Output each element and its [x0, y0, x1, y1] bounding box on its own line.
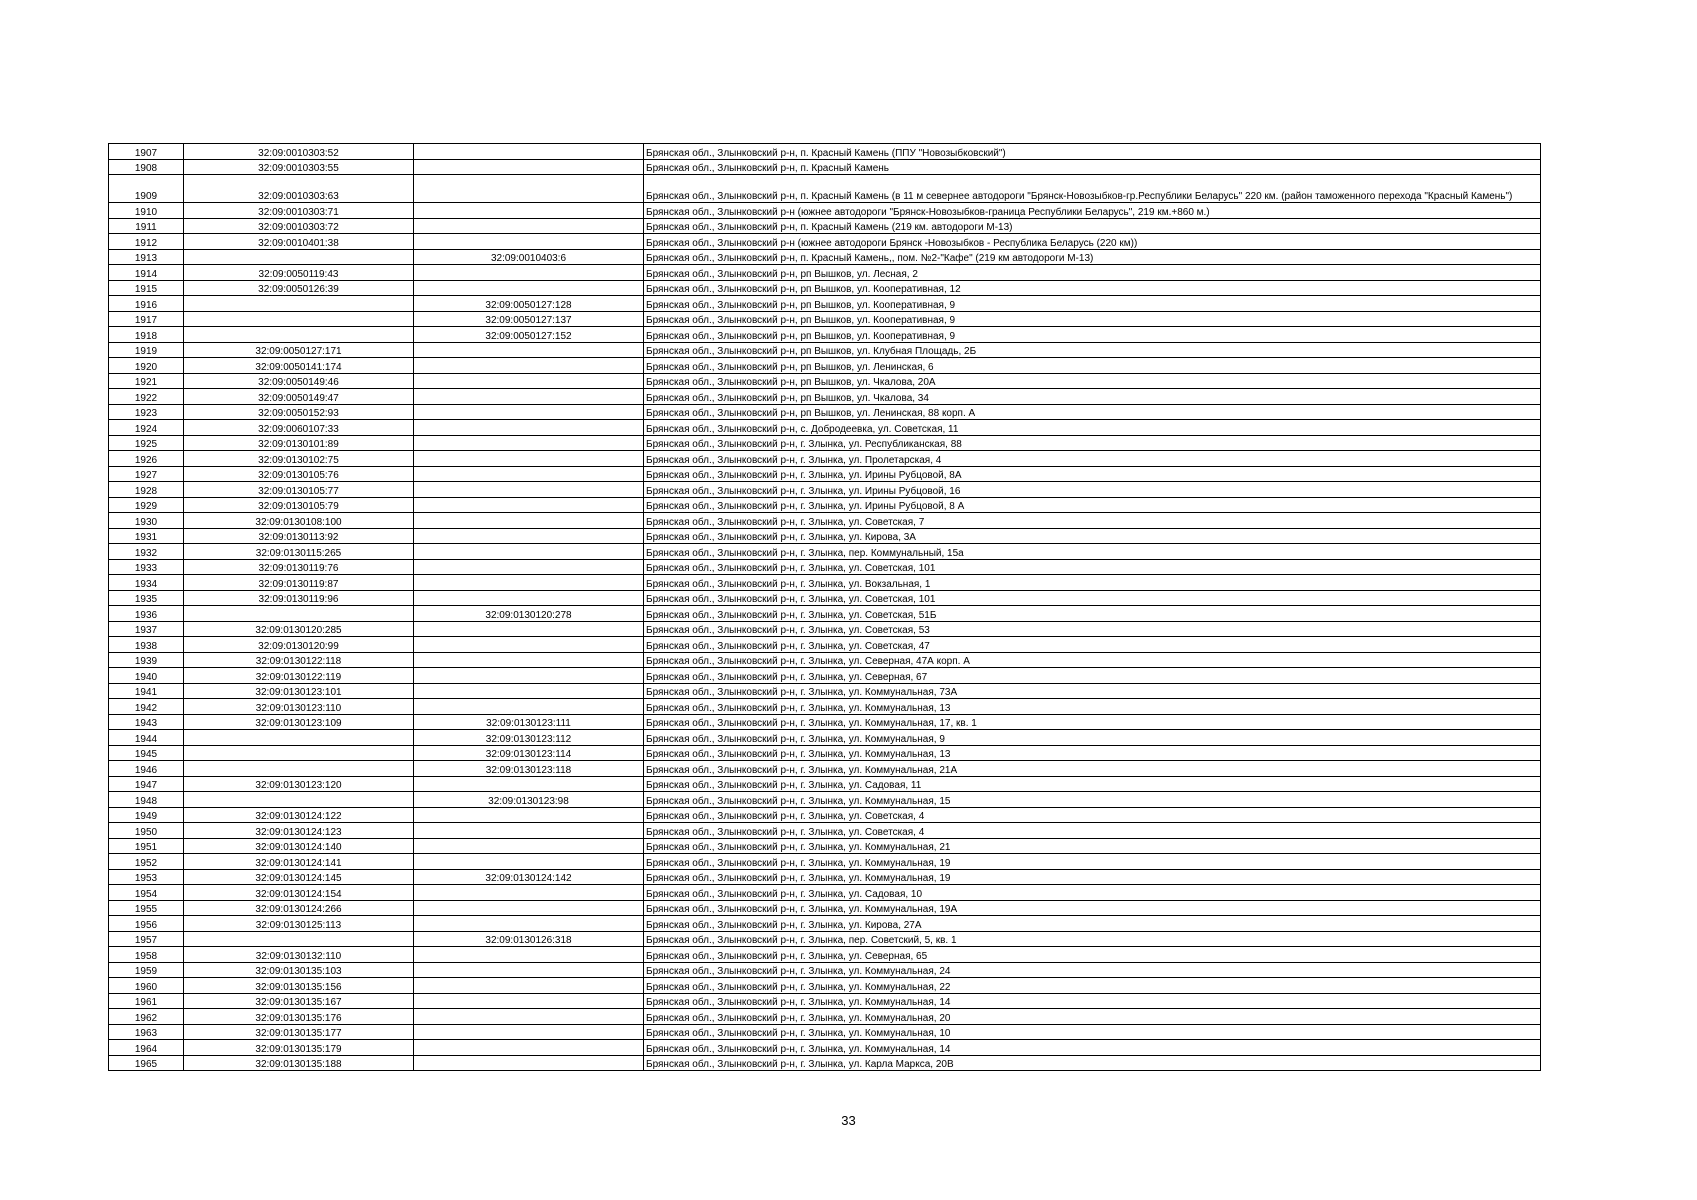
- table-row: [109, 606, 1541, 622]
- cadastral-number-cell: 32:09:0130124:140: [184, 838, 414, 854]
- related-cadastral-number-cell: [414, 962, 644, 978]
- related-cadastral-number-cell: [414, 265, 644, 281]
- row-number-cell: 1957: [109, 931, 184, 947]
- address-cell: Брянская обл., Злынковский р-н, г. Злынка, ул. Карла Маркса, 20В: [644, 1055, 1541, 1071]
- table-row: [109, 159, 1541, 175]
- cadastral-number-cell: [184, 311, 414, 327]
- address-cell: Брянская обл., Злынковский р-н, г. Злынка, ул. Коммунальная, 21А: [644, 761, 1541, 777]
- cadastral-number-cell: 32:09:0130124:266: [184, 900, 414, 916]
- related-cadastral-number-cell: [414, 699, 644, 715]
- row-number-cell: 1963: [109, 1024, 184, 1040]
- cadastral-number-cell: 32:09:0130135:188: [184, 1055, 414, 1071]
- address-cell: Брянская обл., Злынковский р-н, г. Злынка, пер. Советский, 5, кв. 1: [644, 931, 1541, 947]
- table-row: [109, 978, 1541, 994]
- related-cadastral-number-cell: [414, 668, 644, 684]
- row-number-cell: 1955: [109, 900, 184, 916]
- table-row: [109, 528, 1541, 544]
- table-row: [109, 993, 1541, 1009]
- cadastral-number-cell: 32:09:0130119:87: [184, 575, 414, 591]
- cadastral-number-cell: [184, 792, 414, 808]
- address-cell: Брянская обл., Злынковский р-н, г. Злынка, ул. Коммунальная, 13: [644, 745, 1541, 761]
- row-number-cell: 1932: [109, 544, 184, 560]
- address-cell: Брянская обл., Злынковский р-н, г. Злынка, ул. Советская, 4: [644, 807, 1541, 823]
- related-cadastral-number-cell: [414, 175, 644, 203]
- address-cell: Брянская обл., Злынковский р-н, г. Злынка, ул. Вокзальная, 1: [644, 575, 1541, 591]
- table-row: [109, 900, 1541, 916]
- related-cadastral-number-cell: [414, 575, 644, 591]
- row-number-cell: 1938: [109, 637, 184, 653]
- address-cell: Брянская обл., Злынковский р-н, г. Злынка, ул. Коммунальная, 20: [644, 1009, 1541, 1025]
- related-cadastral-number-cell: 32:09:0130124:142: [414, 869, 644, 885]
- related-cadastral-number-cell: [414, 144, 644, 160]
- row-number-cell: 1945: [109, 745, 184, 761]
- address-cell: Брянская обл., Злынковский р-н, г. Злынка, ул. Советская, 7: [644, 513, 1541, 529]
- address-cell: Брянская обл., Злынковский р-н, рп Вышков, ул. Клубная Площадь, 2Б: [644, 342, 1541, 358]
- table-row: [109, 203, 1541, 219]
- related-cadastral-number-cell: [414, 916, 644, 932]
- related-cadastral-number-cell: [414, 838, 644, 854]
- table-row: [109, 265, 1541, 281]
- table-row: [109, 280, 1541, 296]
- address-cell: Брянская обл., Злынковский р-н, г. Злынка, ул. Коммунальная, 19: [644, 869, 1541, 885]
- table-row: [109, 296, 1541, 312]
- address-cell: Брянская обл., Злынковский р-н, с. Добродеевка, ул. Советская, 11: [644, 420, 1541, 436]
- row-number-cell: 1927: [109, 466, 184, 482]
- table-row: [109, 792, 1541, 808]
- address-cell: Брянская обл., Злынковский р-н, г. Злынка, ул. Северная, 47А корп. А: [644, 652, 1541, 668]
- address-cell: Брянская обл., Злынковский р-н, г. Злынка, ул. Республиканская, 88: [644, 435, 1541, 451]
- related-cadastral-number-cell: [414, 342, 644, 358]
- related-cadastral-number-cell: [414, 823, 644, 839]
- table-row: [109, 1040, 1541, 1056]
- row-number-cell: 1951: [109, 838, 184, 854]
- address-cell: Брянская обл., Злынковский р-н, г. Злынка, ул. Советская, 47: [644, 637, 1541, 653]
- table-row: [109, 311, 1541, 327]
- table-row: [109, 699, 1541, 715]
- related-cadastral-number-cell: [414, 993, 644, 1009]
- cadastral-number-cell: 32:09:0050152:93: [184, 404, 414, 420]
- address-cell: Брянская обл., Злынковский р-н, г. Злынка, ул. Коммунальная, 17, кв. 1: [644, 714, 1541, 730]
- table-row: [109, 435, 1541, 451]
- cadastral-number-cell: 32:09:0130135:176: [184, 1009, 414, 1025]
- related-cadastral-number-cell: [414, 373, 644, 389]
- table-row: [109, 807, 1541, 823]
- related-cadastral-number-cell: [414, 513, 644, 529]
- related-cadastral-number-cell: 32:09:0130123:111: [414, 714, 644, 730]
- related-cadastral-number-cell: [414, 590, 644, 606]
- cadastral-number-cell: 32:09:0050149:46: [184, 373, 414, 389]
- table-row: [109, 885, 1541, 901]
- row-number-cell: 1910: [109, 203, 184, 219]
- table-row: [109, 668, 1541, 684]
- related-cadastral-number-cell: [414, 218, 644, 234]
- related-cadastral-number-cell: [414, 1040, 644, 1056]
- table-body: [109, 144, 1541, 1071]
- table-row: [109, 175, 1541, 203]
- row-number-cell: 1954: [109, 885, 184, 901]
- address-cell: Брянская обл., Злынковский р-н, г. Злынка, ул. Пролетарская, 4: [644, 451, 1541, 467]
- cadastral-number-cell: 32:09:0130135:156: [184, 978, 414, 994]
- table-row: [109, 513, 1541, 529]
- row-number-cell: 1909: [109, 175, 184, 203]
- row-number-cell: 1916: [109, 296, 184, 312]
- table-row: [109, 962, 1541, 978]
- address-cell: Брянская обл., Злынковский р-н, п. Красный Камень (ППУ "Новозыбковский"): [644, 144, 1541, 160]
- related-cadastral-number-cell: [414, 885, 644, 901]
- table-row: [109, 234, 1541, 250]
- related-cadastral-number-cell: 32:09:0010403:6: [414, 249, 644, 265]
- row-number-cell: 1944: [109, 730, 184, 746]
- row-number-cell: 1928: [109, 482, 184, 498]
- related-cadastral-number-cell: [414, 1009, 644, 1025]
- table-row: [109, 947, 1541, 963]
- cadastral-number-cell: [184, 606, 414, 622]
- related-cadastral-number-cell: [414, 947, 644, 963]
- related-cadastral-number-cell: [414, 978, 644, 994]
- row-number-cell: 1922: [109, 389, 184, 405]
- table-row: [109, 420, 1541, 436]
- table-row: [109, 714, 1541, 730]
- address-cell: Брянская обл., Злынковский р-н, рп Вышков, ул. Чкалова, 34: [644, 389, 1541, 405]
- row-number-cell: 1919: [109, 342, 184, 358]
- related-cadastral-number-cell: [414, 1024, 644, 1040]
- related-cadastral-number-cell: 32:09:0130123:98: [414, 792, 644, 808]
- address-cell: Брянская обл., Злынковский р-н, п. Красный Камень: [644, 159, 1541, 175]
- row-number-cell: 1949: [109, 807, 184, 823]
- related-cadastral-number-cell: [414, 466, 644, 482]
- related-cadastral-number-cell: [414, 637, 644, 653]
- property-table: [108, 143, 1541, 1071]
- related-cadastral-number-cell: [414, 203, 644, 219]
- table-row: [109, 249, 1541, 265]
- related-cadastral-number-cell: 32:09:0050127:152: [414, 327, 644, 343]
- related-cadastral-number-cell: [414, 559, 644, 575]
- related-cadastral-number-cell: 32:09:0130123:112: [414, 730, 644, 746]
- cadastral-number-cell: 32:09:0130124:122: [184, 807, 414, 823]
- row-number-cell: 1965: [109, 1055, 184, 1071]
- table-row: [109, 683, 1541, 699]
- table-row: [109, 916, 1541, 932]
- cadastral-number-cell: 32:09:0130124:145: [184, 869, 414, 885]
- cadastral-number-cell: 32:09:0130125:113: [184, 916, 414, 932]
- cadastral-number-cell: 32:09:0010303:71: [184, 203, 414, 219]
- related-cadastral-number-cell: [414, 683, 644, 699]
- table-row: [109, 621, 1541, 637]
- row-number-cell: 1950: [109, 823, 184, 839]
- address-cell: Брянская обл., Злынковский р-н, г. Злынка, ул. Коммунальная, 13: [644, 699, 1541, 715]
- address-cell: Брянская обл., Злынковский р-н, п. Красный Камень,, пом. №2-"Кафе" (219 км автодороги М-13): [644, 249, 1541, 265]
- table-row: [109, 1055, 1541, 1071]
- table-row: [109, 497, 1541, 513]
- row-number-cell: 1924: [109, 420, 184, 436]
- related-cadastral-number-cell: 32:09:0050127:137: [414, 311, 644, 327]
- cadastral-number-cell: 32:09:0130123:101: [184, 683, 414, 699]
- related-cadastral-number-cell: [414, 544, 644, 560]
- related-cadastral-number-cell: [414, 528, 644, 544]
- row-number-cell: 1946: [109, 761, 184, 777]
- cadastral-number-cell: 32:09:0010303:52: [184, 144, 414, 160]
- address-cell: Брянская обл., Злынковский р-н (южнее автодороги "Брянск-Новозыбков-граница Республики Беларусь", 219 км.+860 м.): [644, 203, 1541, 219]
- address-cell: Брянская обл., Злынковский р-н, г. Злынка, ул. Коммунальная, 14: [644, 1040, 1541, 1056]
- related-cadastral-number-cell: [414, 497, 644, 513]
- address-cell: Брянская обл., Злынковский р-н, г. Злынка, ул. Ирины Рубцовой, 8А: [644, 466, 1541, 482]
- table-row: [109, 838, 1541, 854]
- cadastral-number-cell: 32:09:0130120:99: [184, 637, 414, 653]
- related-cadastral-number-cell: [414, 807, 644, 823]
- cadastral-number-cell: 32:09:0010303:63: [184, 175, 414, 203]
- related-cadastral-number-cell: [414, 776, 644, 792]
- row-number-cell: 1947: [109, 776, 184, 792]
- cadastral-number-cell: 32:09:0130123:109: [184, 714, 414, 730]
- cadastral-number-cell: 32:09:0130124:141: [184, 854, 414, 870]
- table-row: [109, 342, 1541, 358]
- cadastral-number-cell: [184, 296, 414, 312]
- address-cell: Брянская обл., Злынковский р-н (южнее автодороги Брянск -Новозыбков - Республика Беларусь (220 км)): [644, 234, 1541, 250]
- address-cell: Брянская обл., Злынковский р-н, рп Вышков, ул. Кооперативная, 12: [644, 280, 1541, 296]
- address-cell: Брянская обл., Злынковский р-н, г. Злынка, ул. Коммунальная, 9: [644, 730, 1541, 746]
- related-cadastral-number-cell: 32:09:0130126:318: [414, 931, 644, 947]
- row-number-cell: 1929: [109, 497, 184, 513]
- row-number-cell: 1953: [109, 869, 184, 885]
- cadastral-number-cell: [184, 249, 414, 265]
- table-row: [109, 745, 1541, 761]
- table-row: [109, 1024, 1541, 1040]
- address-cell: Брянская обл., Злынковский р-н, рп Вышков, ул. Кооперативная, 9: [644, 296, 1541, 312]
- related-cadastral-number-cell: [414, 1055, 644, 1071]
- related-cadastral-number-cell: [414, 482, 644, 498]
- related-cadastral-number-cell: [414, 280, 644, 296]
- cadastral-number-cell: 32:09:0130135:103: [184, 962, 414, 978]
- address-cell: Брянская обл., Злынковский р-н, г. Злынка, ул. Советская, 53: [644, 621, 1541, 637]
- address-cell: Брянская обл., Злынковский р-н, г. Злынка, ул. Кирова, 3А: [644, 528, 1541, 544]
- table-row: [109, 451, 1541, 467]
- table-row: [109, 637, 1541, 653]
- row-number-cell: 1915: [109, 280, 184, 296]
- row-number-cell: 1959: [109, 962, 184, 978]
- address-cell: Брянская обл., Злынковский р-н, г. Злынка, ул. Коммунальная, 15: [644, 792, 1541, 808]
- address-cell: Брянская обл., Злынковский р-н, г. Злынка, ул. Советская, 101: [644, 590, 1541, 606]
- cadastral-number-cell: 32:09:0130135:167: [184, 993, 414, 1009]
- row-number-cell: 1917: [109, 311, 184, 327]
- cadastral-number-cell: 32:09:0130119:76: [184, 559, 414, 575]
- cadastral-number-cell: 32:09:0130105:76: [184, 466, 414, 482]
- page-number: 33: [841, 1113, 856, 1128]
- table-row: [109, 358, 1541, 374]
- table-row: [109, 144, 1541, 160]
- row-number-cell: 1907: [109, 144, 184, 160]
- address-cell: Брянская обл., Злынковский р-н, п. Красный Камень (219 км. автодороги М-13): [644, 218, 1541, 234]
- cadastral-number-cell: 32:09:0130120:285: [184, 621, 414, 637]
- related-cadastral-number-cell: [414, 435, 644, 451]
- cadastral-number-cell: [184, 761, 414, 777]
- cadastral-number-cell: 32:09:0010303:72: [184, 218, 414, 234]
- cadastral-number-cell: 32:09:0130108:100: [184, 513, 414, 529]
- address-cell: Брянская обл., Злынковский р-н, рп Вышков, ул. Кооперативная, 9: [644, 327, 1541, 343]
- row-number-cell: 1911: [109, 218, 184, 234]
- row-number-cell: 1939: [109, 652, 184, 668]
- row-number-cell: 1962: [109, 1009, 184, 1025]
- table-row: [109, 776, 1541, 792]
- row-number-cell: 1942: [109, 699, 184, 715]
- cadastral-number-cell: 32:09:0130123:110: [184, 699, 414, 715]
- cadastral-number-cell: 32:09:0130115:265: [184, 544, 414, 560]
- address-cell: Брянская обл., Злынковский р-н, г. Злынка, ул. Садовая, 10: [644, 885, 1541, 901]
- address-cell: Брянская обл., Злынковский р-н, г. Злынка, ул. Северная, 65: [644, 947, 1541, 963]
- cadastral-number-cell: 32:09:0130124:154: [184, 885, 414, 901]
- address-cell: Брянская обл., Злынковский р-н, г. Злынка, ул. Коммунальная, 19: [644, 854, 1541, 870]
- related-cadastral-number-cell: 32:09:0130123:118: [414, 761, 644, 777]
- table-row: [109, 652, 1541, 668]
- cadastral-number-cell: 32:09:0130122:118: [184, 652, 414, 668]
- cadastral-number-cell: [184, 931, 414, 947]
- table-row: [109, 869, 1541, 885]
- table-row: [109, 373, 1541, 389]
- related-cadastral-number-cell: [414, 451, 644, 467]
- table-row: [109, 1009, 1541, 1025]
- table-row: [109, 389, 1541, 405]
- row-number-cell: 1920: [109, 358, 184, 374]
- cadastral-number-cell: 32:09:0130135:179: [184, 1040, 414, 1056]
- address-cell: Брянская обл., Злынковский р-н, рп Вышков, ул. Кооперативная, 9: [644, 311, 1541, 327]
- cadastral-number-cell: 32:09:0060107:33: [184, 420, 414, 436]
- related-cadastral-number-cell: [414, 389, 644, 405]
- address-cell: Брянская обл., Злынковский р-н, г. Злынка, ул. Северная, 67: [644, 668, 1541, 684]
- cadastral-number-cell: 32:09:0130122:119: [184, 668, 414, 684]
- related-cadastral-number-cell: [414, 652, 644, 668]
- address-cell: Брянская обл., Злынковский р-н, г. Злынка, ул. Коммунальная, 73А: [644, 683, 1541, 699]
- address-cell: Брянская обл., Злынковский р-н, г. Злынка, ул. Советская, 101: [644, 559, 1541, 575]
- address-cell: Брянская обл., Злынковский р-н, г. Злынка, ул. Коммунальная, 24: [644, 962, 1541, 978]
- cadastral-number-cell: [184, 730, 414, 746]
- row-number-cell: 1943: [109, 714, 184, 730]
- related-cadastral-number-cell: [414, 159, 644, 175]
- address-cell: Брянская обл., Злынковский р-н, г. Злынка, ул. Коммунальная, 14: [644, 993, 1541, 1009]
- cadastral-number-cell: 32:09:0130113:92: [184, 528, 414, 544]
- row-number-cell: 1931: [109, 528, 184, 544]
- cadastral-number-cell: 32:09:0130102:75: [184, 451, 414, 467]
- row-number-cell: 1935: [109, 590, 184, 606]
- table-row: [109, 590, 1541, 606]
- cadastral-number-cell: 32:09:0050126:39: [184, 280, 414, 296]
- related-cadastral-number-cell: [414, 404, 644, 420]
- row-number-cell: 1930: [109, 513, 184, 529]
- table-row: [109, 327, 1541, 343]
- address-cell: Брянская обл., Злынковский р-н, рп Вышков, ул. Чкалова, 20А: [644, 373, 1541, 389]
- address-cell: Брянская обл., Злынковский р-н, п. Красный Камень (в 11 м севернее автодороги "Брянск-Новозыбков-гр.Республики Беларусь" 220 км. (район таможенного перехода "Красный Камень"): [644, 175, 1541, 203]
- row-number-cell: 1914: [109, 265, 184, 281]
- cadastral-number-cell: 32:09:0010401:38: [184, 234, 414, 250]
- related-cadastral-number-cell: [414, 900, 644, 916]
- row-number-cell: 1952: [109, 854, 184, 870]
- row-number-cell: 1912: [109, 234, 184, 250]
- related-cadastral-number-cell: [414, 420, 644, 436]
- address-cell: Брянская обл., Злынковский р-н, г. Злынка, ул. Коммунальная, 10: [644, 1024, 1541, 1040]
- row-number-cell: 1913: [109, 249, 184, 265]
- row-number-cell: 1933: [109, 559, 184, 575]
- row-number-cell: 1923: [109, 404, 184, 420]
- row-number-cell: 1958: [109, 947, 184, 963]
- table-row: [109, 482, 1541, 498]
- cadastral-number-cell: 32:09:0130132:110: [184, 947, 414, 963]
- cadastral-number-cell: 32:09:0130119:96: [184, 590, 414, 606]
- cadastral-number-cell: 32:09:0130135:177: [184, 1024, 414, 1040]
- table-row: [109, 854, 1541, 870]
- address-cell: Брянская обл., Злынковский р-н, г. Злынка, ул. Ирины Рубцовой, 16: [644, 482, 1541, 498]
- table-row: [109, 575, 1541, 591]
- row-number-cell: 1926: [109, 451, 184, 467]
- cadastral-number-cell: 32:09:0130105:79: [184, 497, 414, 513]
- address-cell: Брянская обл., Злынковский р-н, рп Вышков, ул. Лесная, 2: [644, 265, 1541, 281]
- table-row: [109, 931, 1541, 947]
- cadastral-number-cell: [184, 745, 414, 761]
- address-cell: Брянская обл., Злынковский р-н, г. Злынка, ул. Коммунальная, 19А: [644, 900, 1541, 916]
- row-number-cell: 1925: [109, 435, 184, 451]
- row-number-cell: 1934: [109, 575, 184, 591]
- cadastral-number-cell: 32:09:0050127:171: [184, 342, 414, 358]
- cadastral-number-cell: 32:09:0050141:174: [184, 358, 414, 374]
- table-row: [109, 466, 1541, 482]
- row-number-cell: 1941: [109, 683, 184, 699]
- row-number-cell: 1960: [109, 978, 184, 994]
- address-cell: Брянская обл., Злынковский р-н, рп Вышков, ул. Ленинская, 6: [644, 358, 1541, 374]
- related-cadastral-number-cell: 32:09:0130123:114: [414, 745, 644, 761]
- address-cell: Брянская обл., Злынковский р-н, г. Злынка, ул. Коммунальная, 22: [644, 978, 1541, 994]
- table-row: [109, 730, 1541, 746]
- row-number-cell: 1921: [109, 373, 184, 389]
- related-cadastral-number-cell: [414, 358, 644, 374]
- address-cell: Брянская обл., Злынковский р-н, г. Злынка, ул. Ирины Рубцовой, 8 А: [644, 497, 1541, 513]
- related-cadastral-number-cell: [414, 621, 644, 637]
- table-row: [109, 218, 1541, 234]
- row-number-cell: 1956: [109, 916, 184, 932]
- related-cadastral-number-cell: [414, 854, 644, 870]
- address-cell: Брянская обл., Злынковский р-н, г. Злынка, ул. Кирова, 27А: [644, 916, 1541, 932]
- table-row: [109, 761, 1541, 777]
- related-cadastral-number-cell: 32:09:0130120:278: [414, 606, 644, 622]
- row-number-cell: 1918: [109, 327, 184, 343]
- related-cadastral-number-cell: [414, 234, 644, 250]
- related-cadastral-number-cell: 32:09:0050127:128: [414, 296, 644, 312]
- cadastral-number-cell: 32:09:0130105:77: [184, 482, 414, 498]
- table-row: [109, 559, 1541, 575]
- row-number-cell: 1948: [109, 792, 184, 808]
- row-number-cell: 1908: [109, 159, 184, 175]
- address-cell: Брянская обл., Злынковский р-н, г. Злынка, ул. Садовая, 11: [644, 776, 1541, 792]
- row-number-cell: 1964: [109, 1040, 184, 1056]
- address-cell: Брянская обл., Злынковский р-н, г. Злынка, ул. Советская, 51Б: [644, 606, 1541, 622]
- cadastral-number-cell: 32:09:0130123:120: [184, 776, 414, 792]
- table-row: [109, 544, 1541, 560]
- table-row: [109, 404, 1541, 420]
- cadastral-number-cell: [184, 327, 414, 343]
- cadastral-number-cell: 32:09:0010303:55: [184, 159, 414, 175]
- address-cell: Брянская обл., Злынковский р-н, г. Злынка, ул. Коммунальная, 21: [644, 838, 1541, 854]
- cadastral-number-cell: 32:09:0050149:47: [184, 389, 414, 405]
- cadastral-number-cell: 32:09:0130101:89: [184, 435, 414, 451]
- table-row: [109, 823, 1541, 839]
- row-number-cell: 1937: [109, 621, 184, 637]
- row-number-cell: 1940: [109, 668, 184, 684]
- address-cell: Брянская обл., Злынковский р-н, рп Вышков, ул. Ленинская, 88 корп. А: [644, 404, 1541, 420]
- row-number-cell: 1961: [109, 993, 184, 1009]
- row-number-cell: 1936: [109, 606, 184, 622]
- address-cell: Брянская обл., Злынковский р-н, г. Злынка, ул. Советская, 4: [644, 823, 1541, 839]
- address-cell: Брянская обл., Злынковский р-н, г. Злынка, пер. Коммунальный, 15а: [644, 544, 1541, 560]
- cadastral-number-cell: 32:09:0050119:43: [184, 265, 414, 281]
- cadastral-number-cell: 32:09:0130124:123: [184, 823, 414, 839]
